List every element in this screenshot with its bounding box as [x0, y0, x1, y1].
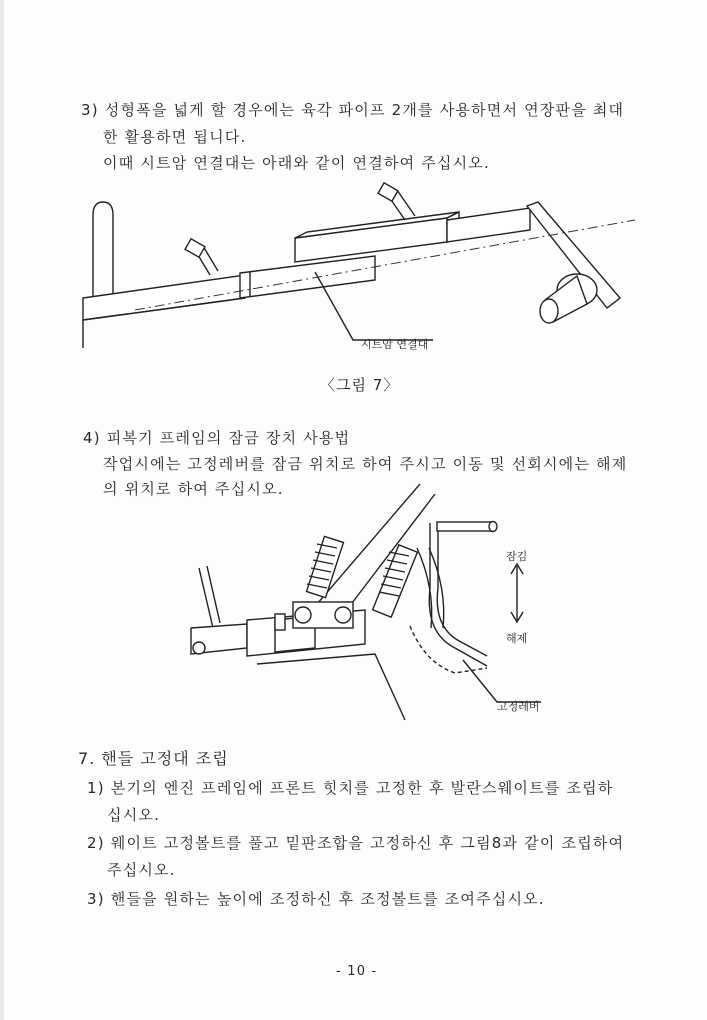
- figure7-seat-arm-connector-drawing: [75, 180, 635, 360]
- section4-line2: 작업시에는 고정레버를 잠금 위치로 하여 주시고 이동 및 선회시에는 해제: [103, 455, 628, 473]
- chapter7-item2-line2: 주십시오.: [107, 861, 176, 879]
- section3-line2: 한 활용하면 됩니다.: [103, 128, 247, 146]
- page-number: - 10 -: [336, 964, 378, 979]
- chapter7-item1-line2: 십시오.: [107, 806, 161, 824]
- section4-line3: 의 위치로 하여 주십시오.: [103, 480, 284, 498]
- scan-edge: [0, 0, 4, 1020]
- lock-label: 잠김: [506, 550, 528, 563]
- chapter7-item1-line1: 1) 본기의 엔진 프레임에 프론트 힛치를 고정한 후 발란스웨이트를 조립하: [87, 779, 614, 797]
- section4-line1: 4) 피복기 프레임의 잠금 장치 사용법: [83, 429, 351, 447]
- section3-line1: 3) 성형폭을 넓게 할 경우에는 육각 파이프 2개를 사용하면서 연장판을 최대: [81, 101, 625, 119]
- chapter7-item2-line1: 2) 웨이트 고정볼트를 풀고 밑판조합을 고정하신 후 그림8과 같이 조립하여: [87, 834, 625, 852]
- figure7-label: 시트암 연결대: [361, 338, 429, 351]
- figure8-frame-lock-drawing: [185, 478, 555, 728]
- right-spring: [373, 545, 418, 617]
- chapter7-item3-line1: 3) 핸들을 원하는 높이에 조정하신 후 조정볼트를 조여주십시오.: [87, 890, 545, 908]
- left-spring: [307, 536, 344, 597]
- lever-label: 고정레버: [497, 700, 540, 713]
- section3-line3: 이때 시트암 연결대는 아래와 같이 연결하여 주십시오.: [103, 154, 490, 172]
- release-label: 해제: [506, 632, 528, 645]
- chapter7-title: 7. 핸들 고정대 조립: [78, 749, 229, 768]
- figure7-caption: 〈그림 7〉: [320, 376, 400, 394]
